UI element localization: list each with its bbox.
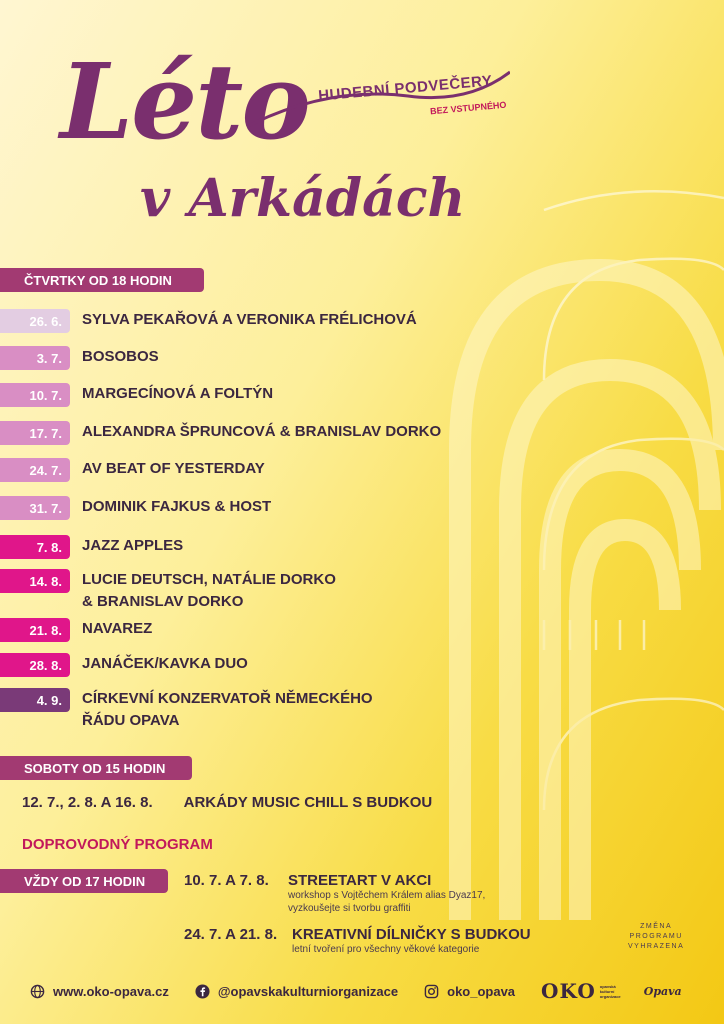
thursday-row <box>0 569 336 613</box>
oko-logo: OKO <box>541 979 596 1003</box>
thursday-date: 4. 9. <box>0 688 70 712</box>
thursday-artist <box>82 309 417 331</box>
thursday-artist <box>82 688 373 732</box>
thursday-artist <box>82 496 271 518</box>
artist-line-1: BOSOBOS <box>82 348 159 365</box>
footer-facebook[interactable] <box>195 984 398 999</box>
facebook-link[interactable]: @opavskakulturniorganizace <box>217 983 399 999</box>
saturday-title: ARKÁDY MUSIC CHILL S BUDKOU <box>183 794 433 811</box>
section-saturdays: SOBOTY OD 15 HODIN <box>0 756 192 780</box>
artist-line-1: DOMINIK FAJKUS & HOST <box>82 498 272 515</box>
thursday-artist <box>82 653 248 675</box>
artist-line-1: AV BEAT OF YESTERDAY <box>82 460 265 477</box>
thursday-artist <box>82 383 273 405</box>
thursday-date: 28. 8. <box>0 653 70 677</box>
thursday-artist <box>82 458 265 480</box>
artist-line-2: ŘÁDU OPAVA <box>82 712 180 729</box>
thursday-date: 31. 7. <box>0 496 70 520</box>
program-event-1-desc-1: workshop s Vojtěchem Králem alias Dyaz17, <box>288 890 486 901</box>
footer-web[interactable] <box>30 984 169 999</box>
poster-header <box>0 0 724 250</box>
notice-line-3: VYHRAZENA <box>628 943 685 950</box>
thursday-row <box>0 496 271 520</box>
tagline: HUDEBNÍ PODVEČERY <box>317 72 494 105</box>
artist-line-1: JANÁČEK/KAVKA DUO <box>82 655 248 672</box>
thursday-artist <box>82 569 336 613</box>
notice-line-2: PROGRAMU <box>629 933 683 940</box>
instagram-icon <box>424 984 439 999</box>
thursday-artist <box>82 421 441 443</box>
program-event-1-title: STREETART V AKCI <box>288 872 432 889</box>
thursday-date: 24. 7. <box>0 458 70 482</box>
saturday-event <box>22 794 432 811</box>
thursday-date: 26. 6. <box>0 309 70 333</box>
facebook-icon <box>195 984 210 999</box>
thursday-date: 14. 8. <box>0 569 70 593</box>
artist-line-1: JAZZ APPLES <box>82 537 184 554</box>
notice-line-1: ZMĚNA <box>640 923 673 930</box>
thursday-artist <box>82 346 159 368</box>
artist-line-2: & BRANISLAV DORKO <box>82 593 244 610</box>
program-event-1-date: 10. 7. A 7. 8. <box>184 872 269 889</box>
thursday-artist <box>82 618 152 640</box>
thursday-date: 21. 8. <box>0 618 70 642</box>
program-event-2-date: 24. 7. A 21. 8. <box>184 926 278 943</box>
thursday-date: 7. 8. <box>0 535 70 559</box>
tagline-note: BEZ VSTUPNÉHO <box>429 99 507 117</box>
thursday-row <box>0 309 417 333</box>
section-thursdays: ČTVRTKY OD 18 HODIN <box>0 268 204 292</box>
footer-instagram[interactable] <box>424 984 515 999</box>
thursday-row <box>0 535 183 559</box>
globe-icon <box>30 984 45 999</box>
artist-line-1: ALEXANDRA ŠPRUNCOVÁ & BRANISLAV DORKO <box>82 423 442 440</box>
thursday-row <box>0 346 159 370</box>
program-time: VŽDY OD 17 HODIN <box>0 869 168 893</box>
title-main: Léto <box>60 40 309 163</box>
oko-logo-subtitle: opavská kulturní organizace <box>599 983 621 999</box>
thursday-date: 10. 7. <box>0 383 70 407</box>
thursday-date: 3. 7. <box>0 346 70 370</box>
artist-line-1: LUCIE DEUTSCH, NATÁLIE DORKO <box>82 571 336 588</box>
arcade-background-image <box>420 150 724 920</box>
artist-line-1: NAVAREZ <box>82 620 153 637</box>
artist-line-1: CÍRKEVNÍ KONZERVATOŘ NĚMECKÉHO <box>82 690 373 707</box>
thursday-row <box>0 618 152 642</box>
artist-line-1: SYLVA PEKAŘOVÁ A VERONIKA FRÉLICHOVÁ <box>82 311 417 328</box>
opava-logo: Opava <box>643 984 682 998</box>
program-event-2-title: KREATIVNÍ DÍLNIČKY S BUDKOU <box>292 926 531 943</box>
program-heading: DOPROVODNÝ PROGRAM <box>22 836 213 853</box>
thursday-row <box>0 383 273 407</box>
program-event-2-desc: letní tvoření pro všechny věkové kategorie <box>292 944 480 955</box>
program-event-1-desc-2: vyzkoušejte si tvorbu graffiti <box>288 903 411 914</box>
thursday-row <box>0 458 265 482</box>
program-change-notice <box>628 922 684 952</box>
saturday-dates: 12. 7., 2. 8. A 16. 8. <box>22 794 153 811</box>
thursday-row <box>0 653 248 677</box>
instagram-link[interactable]: oko_opava <box>447 983 516 999</box>
footer-logos <box>541 979 682 1003</box>
thursday-row <box>0 421 441 445</box>
thursday-artist <box>82 535 183 557</box>
footer <box>30 978 700 1004</box>
thursday-row <box>0 688 373 732</box>
web-link[interactable]: www.oko-opava.cz <box>53 983 169 999</box>
artist-line-1: MARGECÍNOVÁ A FOLTÝN <box>82 385 274 402</box>
thursday-date: 17. 7. <box>0 421 70 445</box>
title-sub: v Arkádách <box>140 168 466 229</box>
